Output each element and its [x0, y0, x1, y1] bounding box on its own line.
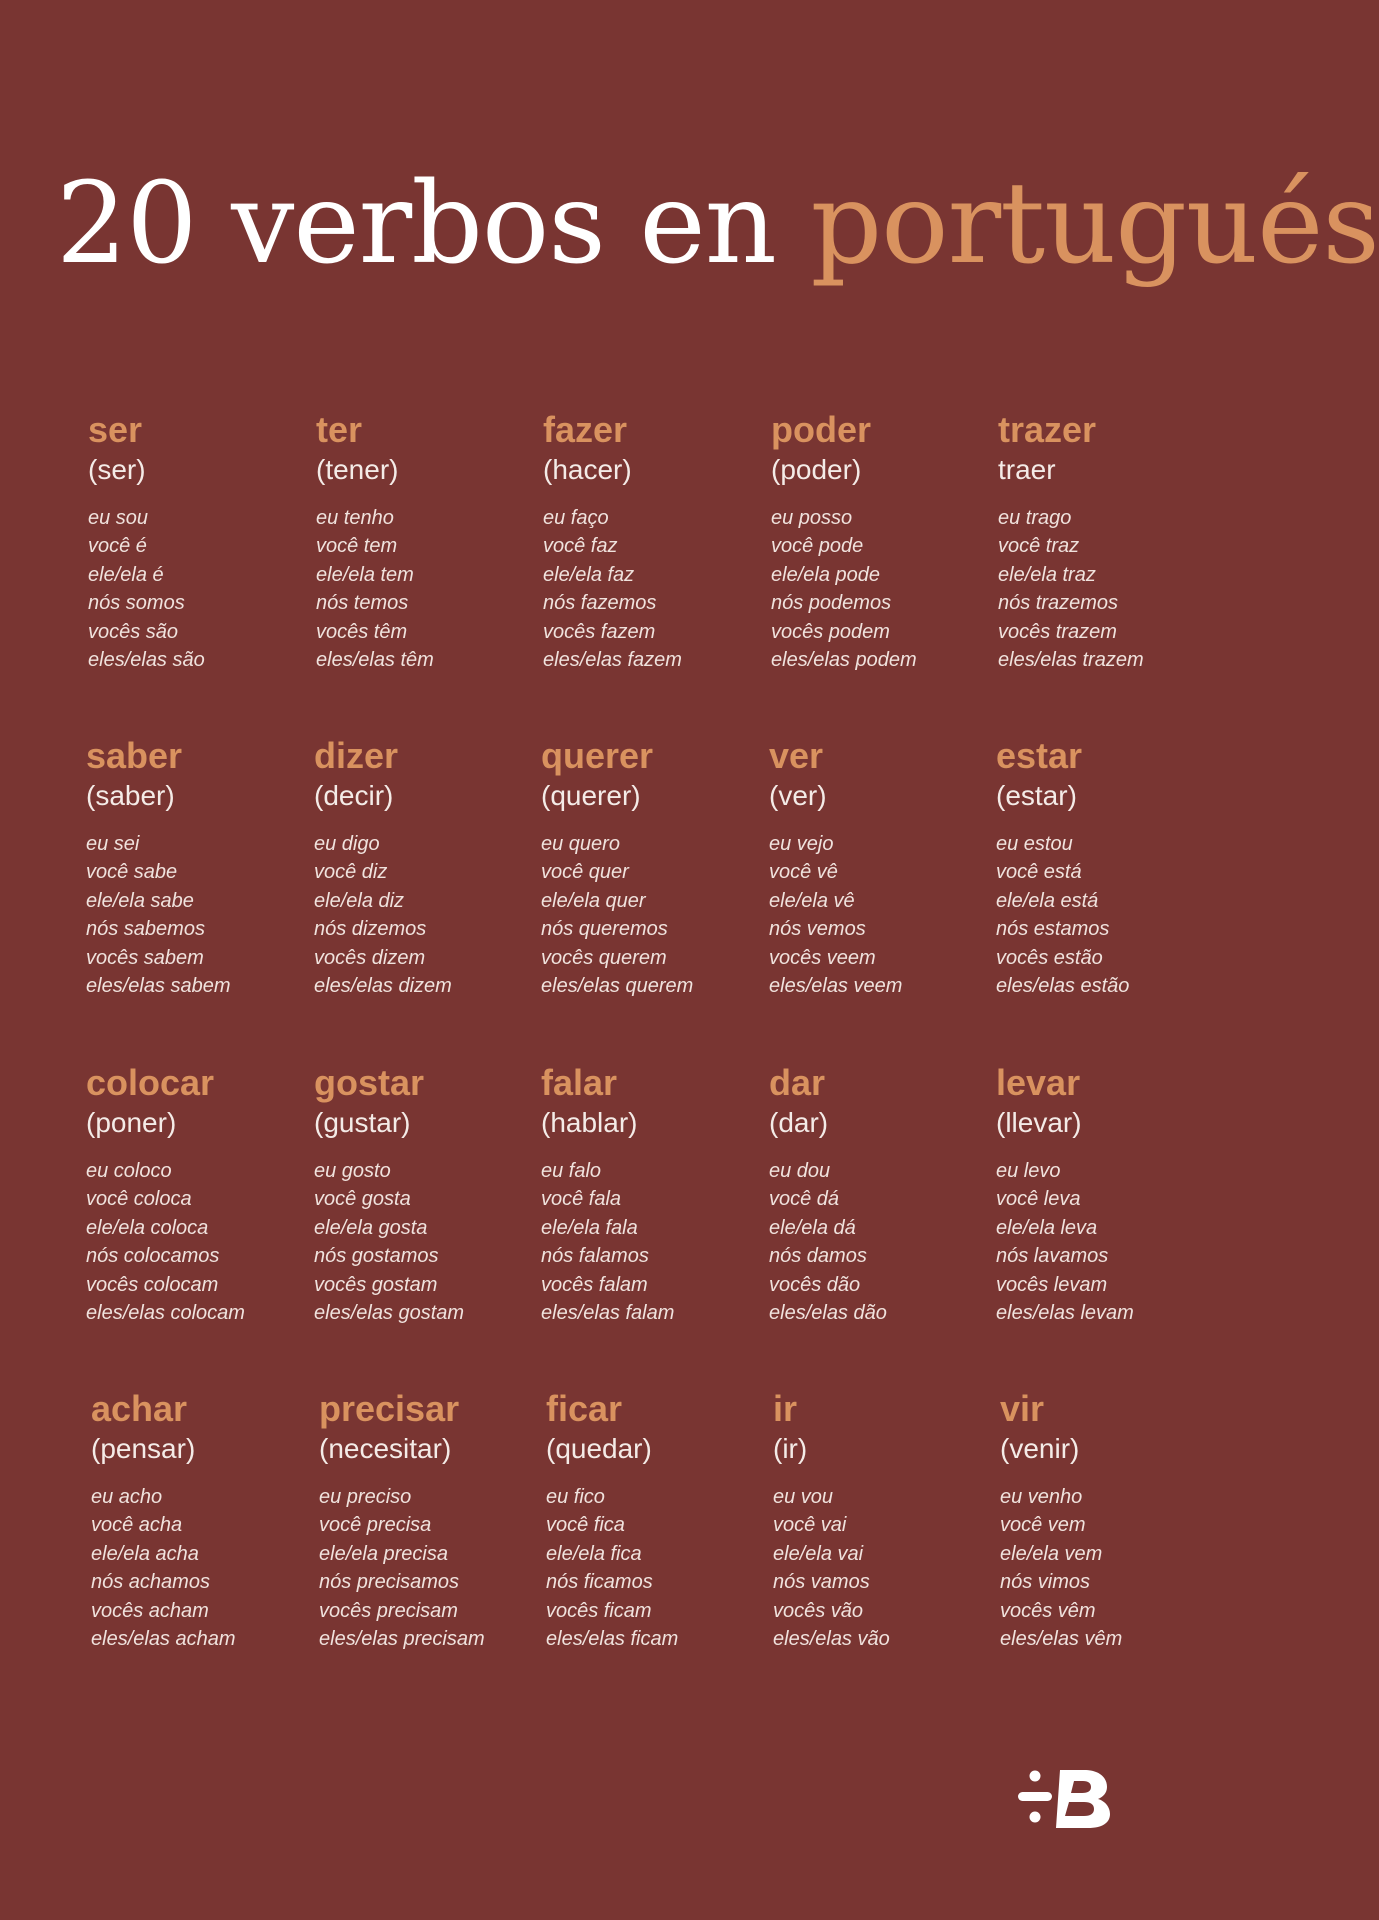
conjugation-form: nós colocamos: [86, 1245, 220, 1268]
conjugation-form: eles/elas ficam: [546, 1628, 679, 1651]
conjugation-form: vocês veem: [769, 946, 876, 969]
conjugation-form: nós somos: [88, 592, 185, 615]
conjugation-list: [998, 504, 1208, 674]
conjugation-form: vocês podem: [771, 620, 890, 643]
conjugation-form: nós damos: [769, 1245, 867, 1268]
conjugation-form: eles/elas falam: [541, 1302, 675, 1325]
conjugation-form: nós ficamos: [546, 1571, 653, 1594]
conjugation-form: você quer: [541, 861, 629, 884]
conjugation-form: nós queremos: [541, 918, 668, 941]
conjugation-form: eu falo: [541, 1160, 602, 1182]
verb-name: achar: [91, 1388, 188, 1429]
conjugation-form: você coloca: [86, 1188, 192, 1211]
verb-name: dar: [769, 1062, 826, 1103]
verb-name: colocar: [86, 1062, 215, 1103]
conjugation-form: nós vamos: [773, 1571, 870, 1594]
conjugation-form: eu vou: [773, 1486, 834, 1508]
conjugation-form: nós podemos: [771, 592, 892, 615]
conjugation-form: eu venho: [1000, 1486, 1083, 1508]
verb-translation: (gustar): [314, 1107, 411, 1138]
verb-translation: (saber): [86, 780, 175, 811]
conjugation-form: vocês acham: [91, 1599, 209, 1622]
verb-card: [996, 734, 1206, 1000]
conjugation-form: vocês vão: [773, 1599, 864, 1622]
conjugation-form: eles/elas dão: [769, 1302, 887, 1325]
conjugation-form: você sabe: [86, 861, 178, 884]
conjugation-form: nós precisamos: [319, 1571, 460, 1594]
conjugation-form: eles/elas trazem: [998, 649, 1144, 672]
conjugation-form: eles/elas sabem: [86, 975, 231, 998]
conjugation-form: vocês estão: [996, 946, 1103, 969]
verb-name: gostar: [314, 1062, 425, 1103]
conjugation-form: nós gostamos: [314, 1245, 439, 1268]
conjugation-form: eu dou: [769, 1160, 831, 1182]
verb-name: ir: [773, 1388, 798, 1429]
conjugation-list: [773, 1483, 983, 1653]
conjugation-form: ele/ela sabe: [86, 889, 194, 912]
conjugation-form: eu coloco: [86, 1160, 172, 1182]
conjugation-form: vocês fazem: [543, 620, 656, 643]
conjugation-form: nós lavamos: [996, 1245, 1109, 1268]
verb-translation: (hacer): [543, 454, 632, 485]
verb-translation: (pensar): [91, 1433, 196, 1464]
conjugation-list: [769, 1157, 979, 1327]
conjugation-form: ele/ela leva: [996, 1216, 1098, 1239]
verb-translation: (necesitar): [319, 1433, 452, 1464]
conjugation-list: [319, 1483, 529, 1653]
verb-card: [316, 408, 526, 674]
conjugation-list: [769, 830, 979, 1000]
verb-name: vir: [1000, 1388, 1045, 1429]
conjugation-form: eu sou: [88, 507, 149, 529]
verb-translation: (ser): [88, 454, 146, 485]
conjugation-form: eles/elas querem: [541, 975, 694, 998]
conjugation-form: eles/elas precisam: [319, 1628, 485, 1651]
verb-card: [88, 408, 298, 674]
conjugation-form: eu gosto: [314, 1160, 391, 1182]
verb-translation: (poner): [86, 1107, 177, 1138]
conjugation-form: você acha: [91, 1514, 183, 1537]
conjugation-form: você traz: [998, 535, 1080, 558]
verb-card: [86, 734, 296, 1000]
conjugation-form: vocês vêm: [1000, 1599, 1096, 1622]
verb-card: [769, 1061, 979, 1327]
conjugation-form: eles/elas são: [88, 649, 205, 672]
conjugation-form: ele/ela faz: [543, 563, 635, 586]
verb-name: querer: [541, 735, 654, 776]
conjugation-form: eu posso: [771, 507, 853, 529]
conjugation-form: vocês levam: [996, 1273, 1108, 1296]
conjugation-form: eu acho: [91, 1486, 163, 1508]
conjugation-form: ele/ela dá: [769, 1216, 856, 1239]
conjugation-form: nós vimos: [1000, 1571, 1091, 1594]
conjugation-form: eles/elas dizem: [314, 975, 452, 998]
verb-card: [541, 1061, 751, 1327]
verb-name: precisar: [319, 1388, 460, 1429]
conjugation-list: [543, 504, 753, 674]
conjugation-form: eles/elas colocam: [86, 1302, 245, 1325]
verb-card: [546, 1387, 756, 1653]
verb-translation: (tener): [316, 454, 399, 485]
verb-card: [996, 1061, 1206, 1327]
conjugation-form: vocês ficam: [546, 1599, 652, 1622]
conjugation-form: você vem: [1000, 1514, 1086, 1537]
conjugation-form: ele/ela quer: [541, 889, 646, 912]
conjugation-form: eu preciso: [319, 1486, 412, 1508]
conjugation-form: nós fazemos: [543, 592, 657, 615]
verb-translation: traer: [998, 454, 1056, 485]
conjugation-form: você precisa: [319, 1514, 432, 1537]
title-accent: portugués: [810, 159, 1379, 289]
verb-name: falar: [541, 1062, 618, 1103]
verb-translation: (llevar): [996, 1107, 1082, 1138]
conjugation-form: eu faço: [543, 507, 609, 529]
verb-card: [541, 734, 751, 1000]
verb-card: [1000, 1387, 1210, 1653]
conjugation-form: nós dizemos: [314, 918, 427, 941]
conjugation-form: ele/ela gosta: [314, 1216, 428, 1239]
conjugation-form: vocês têm: [316, 620, 408, 643]
conjugation-form: você fala: [541, 1188, 622, 1211]
conjugation-form: ele/ela é: [88, 563, 164, 586]
conjugation-form: você é: [88, 535, 147, 558]
conjugation-form: vocês falam: [541, 1273, 648, 1296]
conjugation-form: ele/ela coloca: [86, 1216, 209, 1239]
conjugation-form: eu sei: [86, 833, 140, 855]
conjugation-form: ele/ela vê: [769, 889, 855, 912]
conjugation-form: nós temos: [316, 592, 409, 615]
page-title: [56, 159, 1379, 289]
conjugation-form: eles/elas gostam: [314, 1302, 465, 1325]
conjugation-form: vocês trazem: [998, 620, 1117, 643]
conjugation-form: vocês querem: [541, 946, 667, 969]
conjugation-form: vocês gostam: [314, 1273, 438, 1296]
verb-name: ver: [769, 735, 824, 776]
verb-translation: (querer): [541, 780, 641, 811]
conjugation-form: eles/elas veem: [769, 975, 903, 998]
verb-name: levar: [996, 1062, 1081, 1103]
conjugation-form: eu tenho: [316, 507, 394, 529]
conjugation-form: você vê: [769, 861, 838, 884]
verb-name: fazer: [543, 409, 628, 450]
conjugation-form: vocês dizem: [314, 946, 426, 969]
conjugation-list: [86, 1157, 296, 1327]
conjugation-list: [314, 830, 524, 1000]
conjugation-form: nós estamos: [996, 918, 1110, 941]
conjugation-form: eles/elas vão: [773, 1628, 890, 1651]
verb-card: [91, 1387, 301, 1653]
conjugation-form: vocês sabem: [86, 946, 204, 969]
conjugation-form: ele/ela pode: [771, 563, 880, 586]
conjugation-form: você diz: [314, 861, 388, 884]
verb-name: ser: [88, 409, 143, 450]
conjugation-form: vocês dão: [769, 1273, 861, 1296]
conjugation-form: você dá: [769, 1188, 840, 1211]
verb-name: ficar: [546, 1388, 623, 1429]
conjugation-form: você vai: [773, 1514, 847, 1537]
verb-translation: (quedar): [546, 1433, 652, 1464]
verb-card: [314, 734, 524, 1000]
conjugation-form: vocês precisam: [319, 1599, 458, 1622]
conjugation-form: você gosta: [314, 1188, 411, 1211]
verb-card: [543, 408, 753, 674]
verb-grid: [0, 408, 1232, 1708]
verb-card: [314, 1061, 524, 1327]
verb-translation: (venir): [1000, 1433, 1080, 1464]
conjugation-form: eles/elas têm: [316, 649, 434, 672]
conjugation-list: [996, 830, 1206, 1000]
conjugation-list: [86, 830, 296, 1000]
conjugation-form: eu quero: [541, 833, 620, 855]
verb-card: [769, 734, 979, 1000]
verb-card: [998, 408, 1208, 674]
conjugation-form: eles/elas estão: [996, 975, 1130, 998]
conjugation-form: nós vemos: [769, 918, 866, 941]
conjugation-form: você leva: [996, 1188, 1081, 1211]
conjugation-list: [771, 504, 981, 674]
verb-name: dizer: [314, 735, 399, 776]
title-main: 20 verbos en: [56, 159, 776, 289]
conjugation-form: ele/ela diz: [314, 889, 405, 912]
verb-name: estar: [996, 735, 1083, 776]
conjugation-form: eles/elas levam: [996, 1302, 1134, 1325]
verb-card: [319, 1387, 529, 1653]
verb-translation: (decir): [314, 780, 394, 811]
conjugation-form: eles/elas fazem: [543, 649, 682, 672]
conjugation-form: vocês colocam: [86, 1273, 219, 1296]
conjugation-form: ele/ela tem: [316, 563, 414, 586]
conjugation-form: ele/ela fica: [546, 1542, 642, 1565]
conjugation-form: eu estou: [996, 833, 1073, 855]
conjugation-form: eu vejo: [769, 833, 834, 855]
conjugation-form: nós sabemos: [86, 918, 205, 941]
verb-translation: (ver): [769, 780, 827, 811]
conjugation-list: [546, 1483, 756, 1653]
verb-translation: (poder): [771, 454, 862, 485]
conjugation-form: nós falamos: [541, 1245, 649, 1268]
verb-name: trazer: [998, 409, 1097, 450]
conjugation-list: [541, 830, 751, 1000]
conjugation-form: ele/ela acha: [91, 1542, 199, 1565]
verb-card: [86, 1061, 296, 1327]
conjugation-list: [996, 1157, 1206, 1327]
verb-translation: (dar): [769, 1107, 829, 1138]
conjugation-form: eles/elas acham: [91, 1628, 236, 1651]
babbel-logo-icon: [1016, 1766, 1112, 1830]
verb-translation: (ir): [773, 1433, 808, 1464]
verb-name: saber: [86, 735, 183, 776]
conjugation-form: nós trazemos: [998, 592, 1119, 615]
verb-name: poder: [771, 409, 872, 450]
conjugation-form: eu fico: [546, 1486, 605, 1508]
conjugation-list: [1000, 1483, 1210, 1653]
conjugation-form: você está: [996, 861, 1082, 884]
conjugation-form: ele/ela traz: [998, 563, 1096, 586]
conjugation-form: você tem: [316, 535, 398, 558]
verb-name: ter: [316, 409, 363, 450]
conjugation-list: [314, 1157, 524, 1327]
conjugation-form: ele/ela precisa: [319, 1542, 448, 1565]
conjugation-form: eu trago: [998, 507, 1072, 529]
conjugation-form: eles/elas podem: [771, 649, 917, 672]
conjugation-form: eu digo: [314, 833, 380, 855]
conjugation-form: ele/ela está: [996, 889, 1099, 912]
conjugation-form: eles/elas vêm: [1000, 1628, 1123, 1651]
conjugation-form: nós achamos: [91, 1571, 210, 1594]
conjugation-form: você fica: [546, 1514, 625, 1537]
conjugation-form: ele/ela fala: [541, 1216, 638, 1239]
conjugation-list: [88, 504, 298, 674]
conjugation-form: você faz: [543, 535, 618, 558]
conjugation-form: ele/ela vem: [1000, 1542, 1103, 1565]
conjugation-form: você pode: [771, 535, 864, 558]
verb-card: [771, 408, 981, 674]
verb-translation: (estar): [996, 780, 1077, 811]
conjugation-list: [541, 1157, 751, 1327]
conjugation-list: [91, 1483, 301, 1653]
verb-translation: (hablar): [541, 1107, 638, 1138]
conjugation-form: ele/ela vai: [773, 1542, 864, 1565]
verb-card: [773, 1387, 983, 1653]
conjugation-form: eu levo: [996, 1160, 1061, 1182]
conjugation-list: [316, 504, 526, 674]
conjugation-form: vocês são: [88, 620, 179, 643]
